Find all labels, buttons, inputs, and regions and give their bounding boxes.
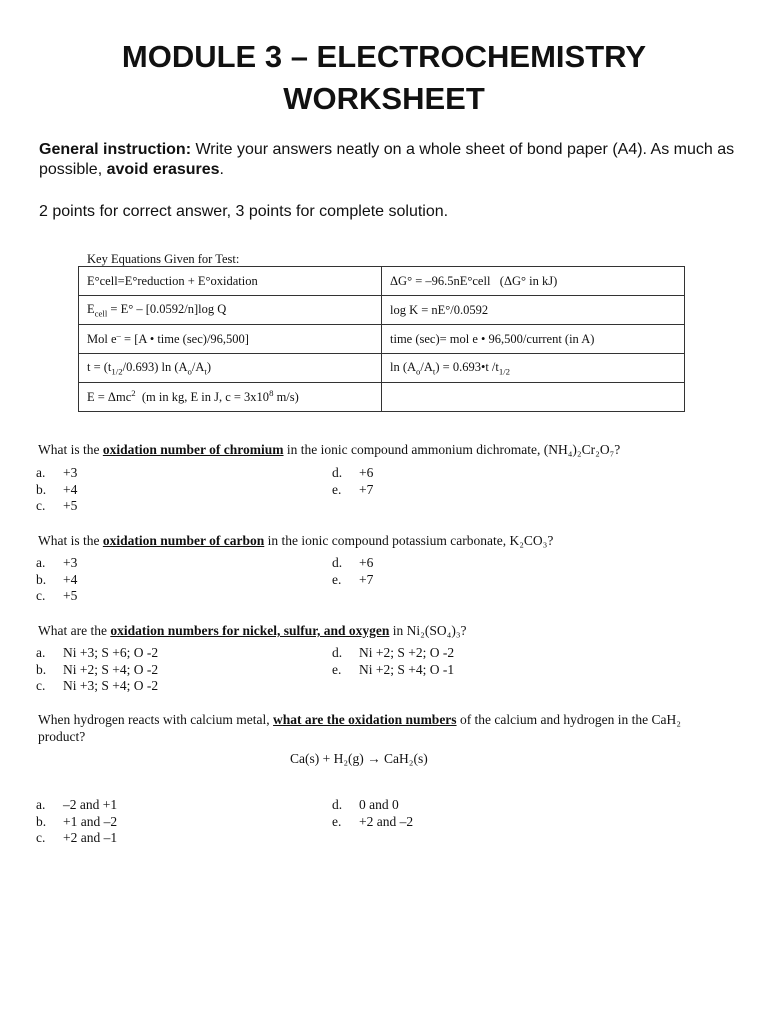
equation-cell-ln-ratio: $\ln (A_o/A_t)$ = 0.693•t $/t_{1/2}$ — [382, 354, 685, 383]
points-note: 2 points for correct answer, 3 points for complete solution. — [39, 203, 449, 220]
table-row — [79, 325, 685, 354]
key-equations-table — [78, 266, 685, 412]
question-text: in the ionic compound ammonium dichromate, (NH₄)₂Cr₂O₇? — [283, 442, 621, 457]
option-c: c. +5 — [36, 588, 78, 603]
equation-cell-cell-potential: E°cell=E°reduction + E°oxidation — [79, 267, 382, 296]
question-2 — [38, 532, 728, 549]
instruction-text-1: Write your answers neatly on a whole sheet of bond paper (A4). As much as possible, — [39, 141, 735, 178]
option-b: b. +4 — [36, 571, 78, 587]
table-row — [79, 296, 685, 325]
question-text: What are the — [38, 623, 111, 638]
equation-cell-half-life-time: $t = (t_{1/2}/0.693)$ $\ln (A_o/A_t)$ — [79, 354, 382, 383]
question-text: in the ionic compound potassium carbonate, K₂CO₃? — [264, 533, 554, 548]
question-key-phrase: what are the oxidation numbers — [273, 712, 457, 727]
option-b: b. +4 — [36, 481, 78, 497]
option-e: e. +7 — [332, 481, 374, 497]
option-b: b. Ni +2; S +4; O -2 — [36, 661, 159, 677]
table-row — [79, 383, 685, 412]
question-text: When hydrogen reacts with calcium metal, — [38, 712, 274, 727]
page-title-line-1: MODULE 3 – ELECTROCHEMISTRY — [121, 39, 647, 74]
option-a: a. +3 — [36, 555, 78, 570]
question-key-phrase: oxidation number of chromium — [102, 442, 284, 457]
question-1 — [38, 441, 728, 458]
equation-cell-nernst: $E_{cell} = E^\circ - [0.0592/n]\log$ Q — [79, 296, 382, 325]
option-c: c. +2 and –1 — [36, 830, 118, 845]
question-key-phrase: oxidation number of carbon — [102, 533, 265, 548]
equation-cell-gibbs: ΔG° = –96.5nE°cell (ΔG° in kJ) — [382, 267, 685, 296]
question-4 — [38, 711, 728, 745]
option-b: b. +1 and –2 — [36, 813, 118, 829]
question-text: What is the — [38, 533, 103, 548]
option-d: d. Ni +2; S +2; O -2 — [332, 645, 455, 660]
option-e: e. Ni +2; S +4; O -1 — [332, 661, 455, 677]
equation-cell-mass-energy: E = Δmc$^2$ (m in kg, E in J, $c = 3x10^8$ m/s) — [79, 383, 382, 412]
page-title-line-2: WORKSHEET — [283, 81, 485, 116]
instruction-label: General instruction: — [39, 141, 192, 158]
equation-cell-empty — [382, 383, 685, 412]
question-text: What is the — [38, 442, 103, 457]
option-c: c. +5 — [36, 498, 78, 513]
option-d: d. +6 — [332, 465, 374, 480]
option-c: c. Ni +3; S +4; O -2 — [36, 678, 159, 693]
general-instruction — [39, 140, 739, 180]
equation-cell-mol-electrons: Mol e– = [A • time (sec)/96,500] — [79, 325, 382, 354]
question-text: of the calcium and hydrogen in the CaH₂ product? — [38, 712, 681, 744]
key-equations-label: Key Equations Given for Test: — [87, 252, 240, 266]
option-e: e. +2 and –2 — [332, 813, 414, 829]
option-a: a. +3 — [36, 465, 78, 480]
instruction-emphasis: avoid erasures — [106, 161, 220, 178]
question-text: in Ni₂(SO₄)₃? — [389, 623, 467, 638]
option-e: e. +7 — [332, 571, 374, 587]
question-key-phrase: oxidation numbers for nickel, sulfur, and oxygen — [110, 623, 390, 638]
option-d: d. 0 and 0 — [332, 797, 399, 812]
reaction-equation: Ca(s) + H₂(g) → CaH₂(s) — [290, 751, 428, 766]
table-row — [79, 267, 685, 296]
question-3 — [38, 622, 728, 639]
instruction-text-2: . — [219, 161, 224, 178]
table-row — [79, 354, 685, 383]
equation-cell-time: time (sec)= mol e • 96,500/current (in A) — [382, 325, 685, 354]
equation-cell-log-k: log K = nE°/0.0592 — [382, 296, 685, 325]
option-a: a. –2 and +1 — [36, 797, 118, 812]
option-d: d. +6 — [332, 555, 374, 570]
option-a: a. Ni +3; S +6; O -2 — [36, 645, 159, 660]
